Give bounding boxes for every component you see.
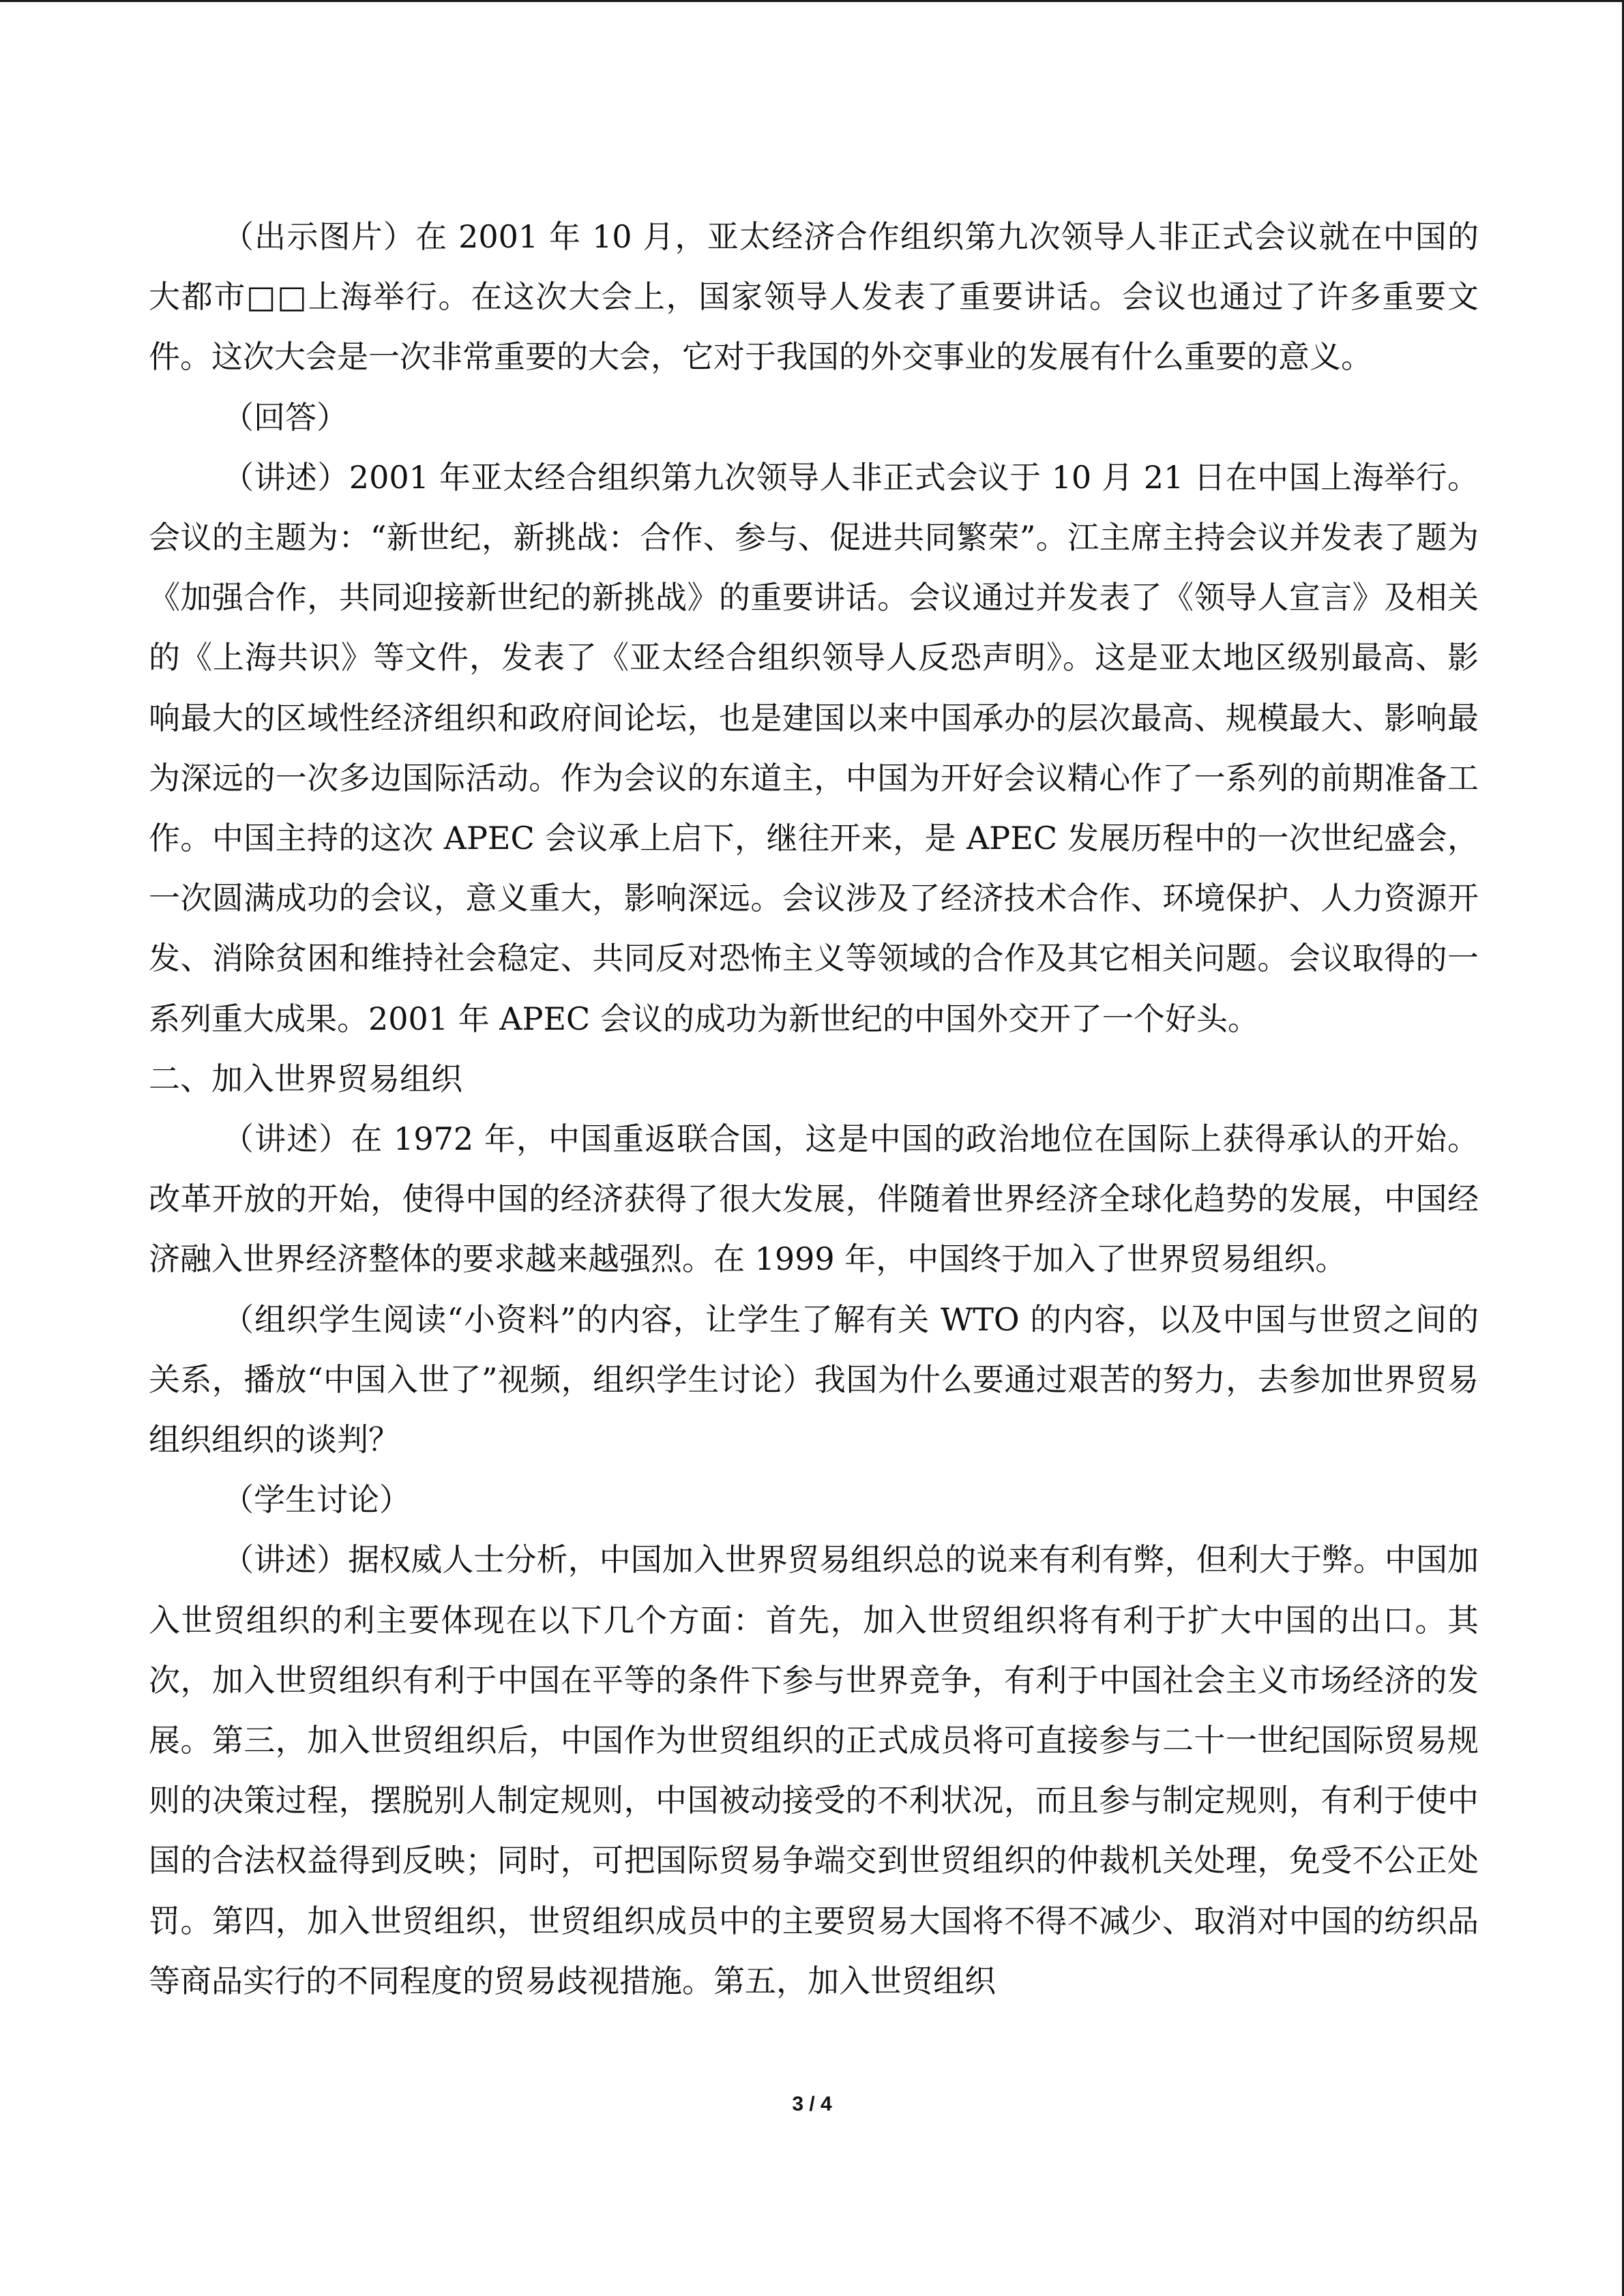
section-heading-wto: 二、加入世界贸易组织 [149,1060,462,1097]
paragraph-student-discussion: （学生讨论） [222,1481,411,1519]
page-number: 3 / 4 [792,2093,832,2115]
paragraph-reading-activity: （组织学生阅读“小资料”的内容，让学生了解有关 WTO 的内容，以及中国与世贸之间的关系，播放“中国入世了”视频，组织学生讨论）我国为什么要通过艰苦的努力，去参加世界贸易组织组织的谈判？ [149,1300,1479,1459]
paragraph-wto-benefits: （讲述）据权威人士分析，中国加入世界贸易组织总的说来有利有弊，但利大于弊。中国加入世贸组织的利主要体现在以下几个方面：首先，加入世贸组织将有利于扩大中国的出口。其次，加入世贸组织有利于中国在平等的条件下参与世界竞争，有利于中国社会主义市场经济的发展。第三，加入世贸组织后，中国作为世贸组织的正式成员将可直接参与二十一世纪国际贸易规则的决策过程，摆脱别人制定规则，中国被动接受的不利状况，而且参与制定规则，有利于使中国的合法权益得到反映；同时，可把国际贸易争端交到世贸组织的仲裁机关处理，免受不公正处罚。第四，加入世贸组织，世贸组织成员中的主要贸易大国将不得不减少、取消对中国的纺织品等商品实行的不同程度的贸易歧视措施。第五，加入世贸组织 [149,1541,1479,1999]
document-body [149,207,1479,2011]
paragraph-wto-narration: （讲述）在 1972 年，中国重返联合国，这是中国的政治地位在国际上获得承认的开始。改革开放的开始，使得中国的经济获得了很大发展，伴随着世界经济全球化趋势的发展，中国经济融入世界经济整体的要求越来越强烈。在 1999 年，中国终于加入了世界贸易组织。 [149,1120,1479,1278]
paragraph-apec-narration: （讲述）2001 年亚太经合组织第九次领导人非正式会议于 10 月 21 日在中国上海举行。会议的主题为：“新世纪，新挑战：合作、参与、促进共同繁荣”。江主席主持会议并发表了题为《加强合作，共同迎接新世纪的新挑战》的重要讲话。会议通过并发表了《领导人宣言》及相关的《上海共识》等文件，发表了《亚太经合组织领导人反恐声明》。这是亚太地区级别最高、影响最大的区域性经济组织和政府间论坛，也是建国以来中国承办的层次最高、规模最大、影响最为深远的一次多边国际活动。作为会议的东道主，中国为开好会议精心作了一系列的前期准备工作。中国主持的这次 APEC 会议承上启下，继往开来，是 APEC 发展历程中的一次世纪盛会，一次圆满成功的会议，意义重大，影响深远。会议涉及了经济技术合作、环境保护、人力资源开发、消除贫困和维持社会稳定、共同反对恐怖主义等领域的合作及其它相关问题。会议取得的一系列重大成果。2001 年 APEC 会议的成功为新世纪的中国外交开了一个好头。 [149,458,1479,1037]
paragraph-apec-intro: （出示图片）在 2001 年 10 月，亚太经济合作组织第九次领导人非正式会议就在中国的大都市□□上海举行。在这次大会上，国家领导人发表了重要讲话。会议也通过了许多重要文件。这次大会是一次非常重要的大会，它对于我国的外交事业的发展有什么重要的意义。 [149,218,1479,376]
paragraph-answer: （回答） [222,398,348,436]
